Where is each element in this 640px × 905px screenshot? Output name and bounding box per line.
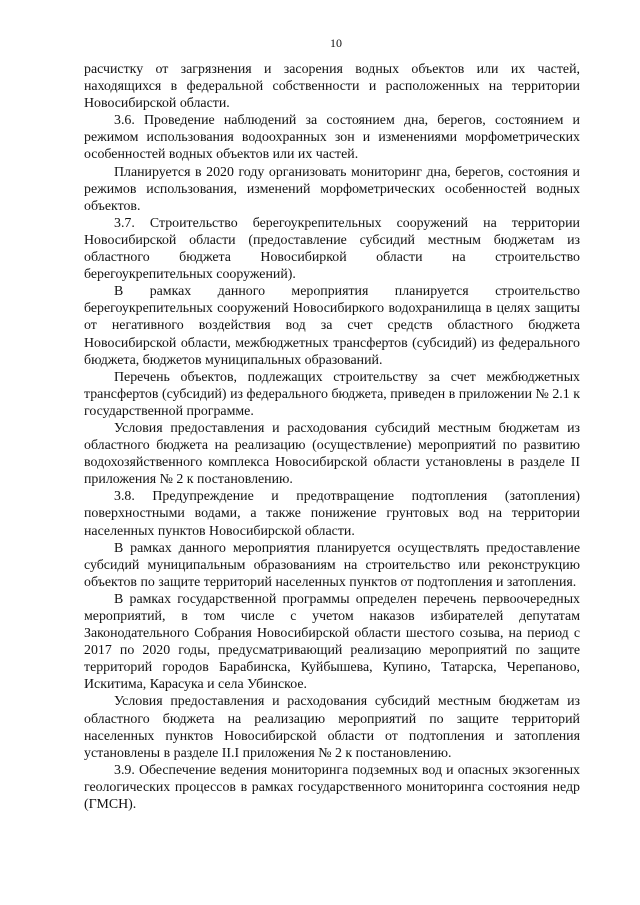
paragraph-item-3-8: 3.8. Предупреждение и предотвращение подтопления (затопления) поверхностными водами, а также понижение грунтовых вод на территории населенных пунктов Новосибирской области. xyxy=(84,489,580,539)
paragraph-priority-measures: В рамках государственной программы определен перечень первоочередных мероприятий, в том числе с учетом наказов избирателей депутатам Законодательного Собрания Новосибирской области шестого созыва, на период с 2017 по 2020 годы, предусматривающий реализацию мероприятий по защите территорий городов Барабинска, Куйбышева, Купино, Татарска, Черепаново, Искитима, Карасука и села Убинское. xyxy=(84,591,580,693)
paragraph-item-3-7: 3.7. Строительство берегоукрепительных сооружений на территории Новосибирской области (предоставление субсидий местным бюджетам из областного бюджета Новосибиркой области на строительство берегоукрепительных сооружений). xyxy=(84,215,580,283)
document-body xyxy=(84,61,580,813)
paragraph-flood-conditions: Условия предоставления и расходования субсидий местным бюджетам из областного бюджета на реализацию мероприятий по защите территорий населенных пунктов Новосибирской области от подтопления и затопления установлены в разделе II.I приложения № 2 к постановлению. xyxy=(84,694,580,761)
paragraph-item-3-6: 3.6. Проведение наблюдений за состоянием дна, берегов, состоянием и режимом использования водоохранных зон и изменениями морфометрических особенностей водных объектов или их частей. xyxy=(84,113,580,163)
paragraph-continuation: расчистку от загрязнения и засорения водных объектов или их частей, находящихся в федеральной собственности и расположенных на территории Новосибирской области. xyxy=(84,62,580,112)
page-number: 10 xyxy=(330,36,342,50)
paragraph-item-3-9: 3.9. Обеспечение ведения мониторинга подземных вод и опасных экзогенных геологических процессов в рамках государственного мониторинга состояния недр (ГМСН). xyxy=(84,762,580,813)
paragraph-subsidy-conditions: Условия предоставления и расходования субсидий местным бюджетам из областного бюджета на реализацию (осуществление) мероприятий по развитию водохозяйственного комплекса Новосибирской области установлены в разделе II приложения № 2 к постановлению. xyxy=(84,420,580,488)
paragraph-flood-subsidies: В рамках данного мероприятия планируется осуществлять предоставление субсидий муниципальным образованиям на строительство или реконструкцию объектов по защите территорий населенных пунктов от подтопления и затопления. xyxy=(84,540,580,590)
paragraph-objects-list: Перечень объектов, подлежащих строительству за счет межбюджетных трансфертов (субсидий) из федерального бюджета, приведен в приложении № 2.1 к государственной программе. xyxy=(84,369,580,419)
paragraph-bank-protection: В рамках данного мероприятия планируется строительство берегоукрепительных сооружений Новосибиркого водохранилища в целях защиты от негативного воздействия вод за счет средств областного бюджета Новосибирской области, межбюджетных трансфертов (субсидий) из федерального бюджета, бюджетов муниципальных образований. xyxy=(84,284,580,368)
paragraph-monitoring-plan: Планируется в 2020 году организовать мониторинг дна, берегов, состояния и режимов использования, изменений морфометрических особенностей водных объектов. xyxy=(84,164,580,214)
